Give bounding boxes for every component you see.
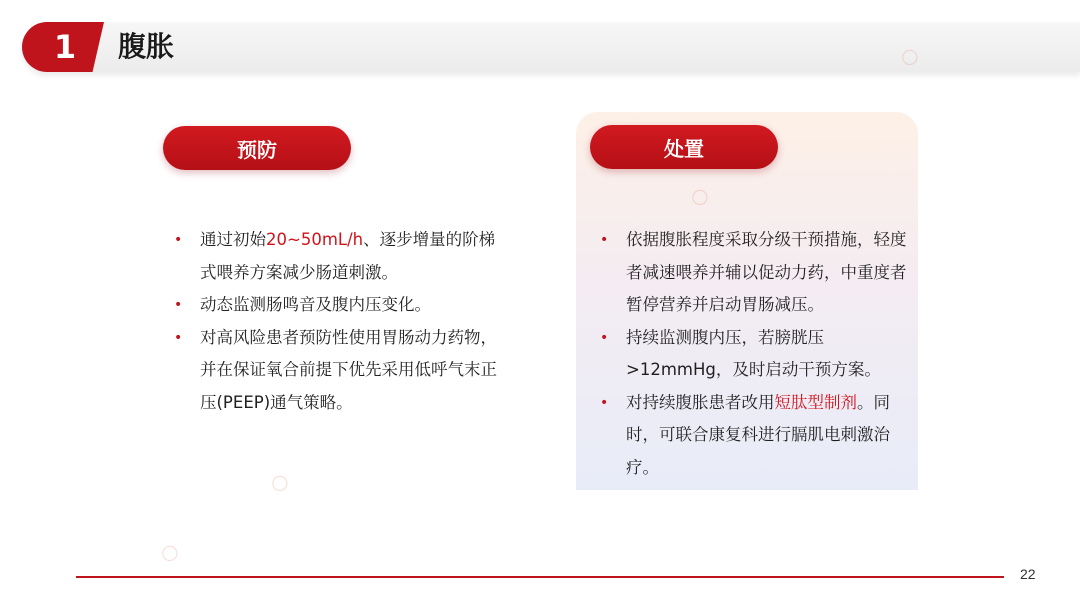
bullet-text: 对高风险患者预防性使用胃肠动力药物，并在保证氧合前提下优先采用低呼气末正压(PEEP)通气策略。	[200, 327, 497, 412]
bullet-item	[596, 387, 916, 485]
prevention-heading: 预防	[163, 126, 351, 170]
highlighted-text: 20~50mL/h	[266, 230, 364, 249]
management-heading: 处置	[590, 125, 778, 169]
page-title: 腹胀	[118, 30, 175, 63]
bullet-dot-icon: •	[174, 232, 183, 248]
watermark-mark: ○	[264, 467, 294, 497]
highlighted-text: 短肽型制剂	[774, 392, 857, 412]
bullet-dot-icon: •	[600, 329, 609, 346]
bullet-dot-icon: •	[174, 297, 183, 313]
bullet-item	[170, 224, 510, 289]
bullet-text: 动态监测肠鸣音及腹内压变化。	[200, 295, 431, 314]
bullet-text: 依据腹胀程度采取分级干预措施，轻度者减速喂养并辅以促动力药，中重度者暂停营养并启动胃肠减压。	[626, 230, 907, 314]
footer-divider	[76, 576, 1004, 578]
bullet-dot-icon: •	[600, 394, 609, 411]
section-number: 1	[53, 28, 77, 66]
bullet-item	[596, 322, 916, 387]
bullet-text: 持续监测腹内压，若膀胱压>12mmHg，及时启动干预方案。	[626, 327, 881, 379]
watermark-mark: ○	[684, 181, 714, 211]
bullet-dot-icon: •	[174, 329, 183, 346]
prevention-list	[170, 224, 510, 419]
bullet-item	[170, 289, 510, 322]
watermark-mark: ○	[154, 537, 184, 567]
watermark-mark: ○	[894, 41, 924, 71]
bullet-text: 通过初始	[200, 230, 266, 249]
header-bar	[22, 22, 1080, 72]
bullet-text: 对持续腹胀患者改用	[626, 392, 775, 412]
management-list	[596, 224, 916, 484]
bullet-text: 、逐步增量的阶梯式喂养方案减少肠道刺激。	[200, 230, 496, 282]
page-number: 22	[1020, 566, 1036, 582]
bullet-item	[596, 224, 916, 322]
bullet-dot-icon: •	[600, 232, 609, 248]
bullet-item	[170, 322, 510, 420]
bullet-text: 。同时，可联合康复科进行膈肌电刺激治疗。	[626, 392, 890, 477]
